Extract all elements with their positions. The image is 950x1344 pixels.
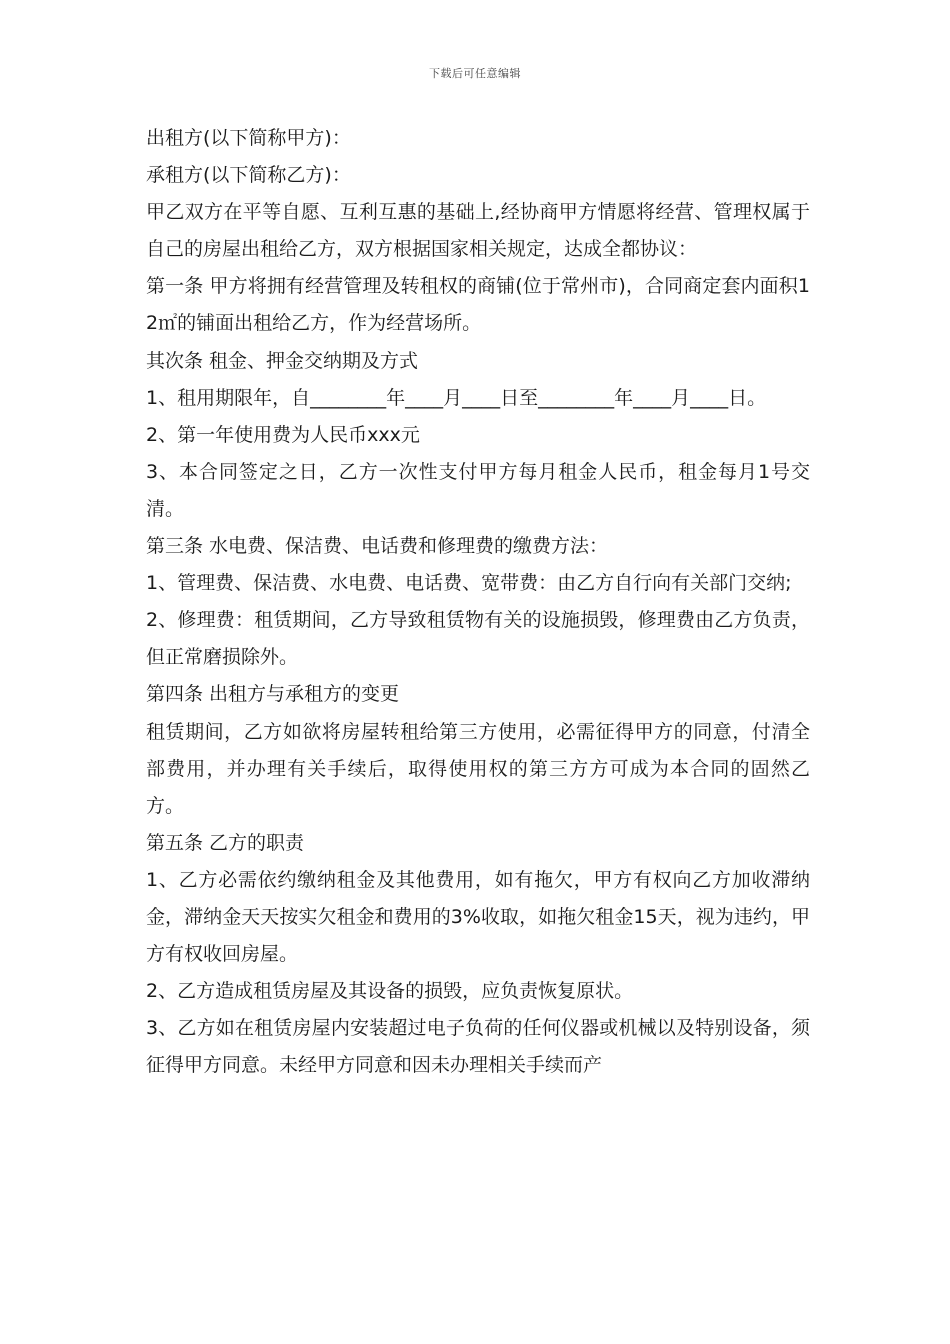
paragraph-article-5-item-1: 1、乙方必需依约缴纳租金及其他费用，如有拖欠，甲方有权向乙方加收滞纳金，滞纳金天天按实欠租金和费用的3%收取，如拖欠租金15天，视为违约，甲方有权收回房屋。 xyxy=(146,868,810,966)
paragraph-preamble: 甲乙双方在平等自愿、互利互惠的基础上,经协商甲方情愿将经营、管理权属于自己的房屋出租给乙方，双方根据国家相关规定，达成全都协议： xyxy=(146,201,810,261)
paragraph-article-5-item-2: 2、乙方造成租赁房屋及其设备的损毁，应负责恢复原状。 xyxy=(146,980,634,1003)
paragraph-article-2-item-1: 1、租用期限年，自________年____月____日至________年____月____日。 xyxy=(146,386,767,409)
paragraph-article-3-item-2: 2、修理费：租赁期间，乙方导致租赁物有关的设施损毁，修理费由乙方负责，但正常磨损除外。 xyxy=(146,609,810,669)
paragraph-article-2-item-3: 3、本合同签定之日，乙方一次性支付甲方每月租金人民币，租金每月1号交清。 xyxy=(146,460,810,520)
page-header: 下载后可任意编辑 xyxy=(429,67,521,80)
heading-article-3: 第三条 水电费、保洁费、电话费和修理费的缴费方法： xyxy=(146,535,609,558)
heading-article-4: 第四条 出租方与承租方的变更 xyxy=(146,683,400,706)
paragraph-article-2-item-2: 2、第一年使用费为人民币xxx元 xyxy=(146,423,420,446)
paragraph-article-5-item-3: 3、乙方如在租赁房屋内安装超过电子负荷的任何仪器或机械以及特别设备，须征得甲方同意。未经甲方同意和因未办理相关手续而产 xyxy=(146,1017,810,1077)
heading-article-5: 第五条 乙方的职责 xyxy=(146,831,305,854)
heading-article-2: 其次条 租金、押金交纳期及方式 xyxy=(146,349,419,372)
paragraph-article-3-item-1: 1、管理费、保洁费、水电费、电话费、宽带费：由乙方自行向有关部门交纳; xyxy=(146,572,792,595)
paragraph-lessor: 出租方(以下简称甲方)： xyxy=(146,127,351,149)
paragraph-lessee: 承租方(以下简称乙方)： xyxy=(146,164,351,187)
paragraph-article-4: 租赁期间，乙方如欲将房屋转租给第三方使用，必需征得甲方的同意，付清全部费用，并办理有关手续后，取得使用权的第三方方可成为本合同的固然乙方。 xyxy=(146,720,810,817)
paragraph-article-1: 第一条 甲方将拥有经营管理及转租权的商铺(位于常州市)，合同商定套内面积12㎡的铺面出租给乙方，作为经营场所。 xyxy=(146,275,810,335)
document-body xyxy=(146,120,810,1084)
